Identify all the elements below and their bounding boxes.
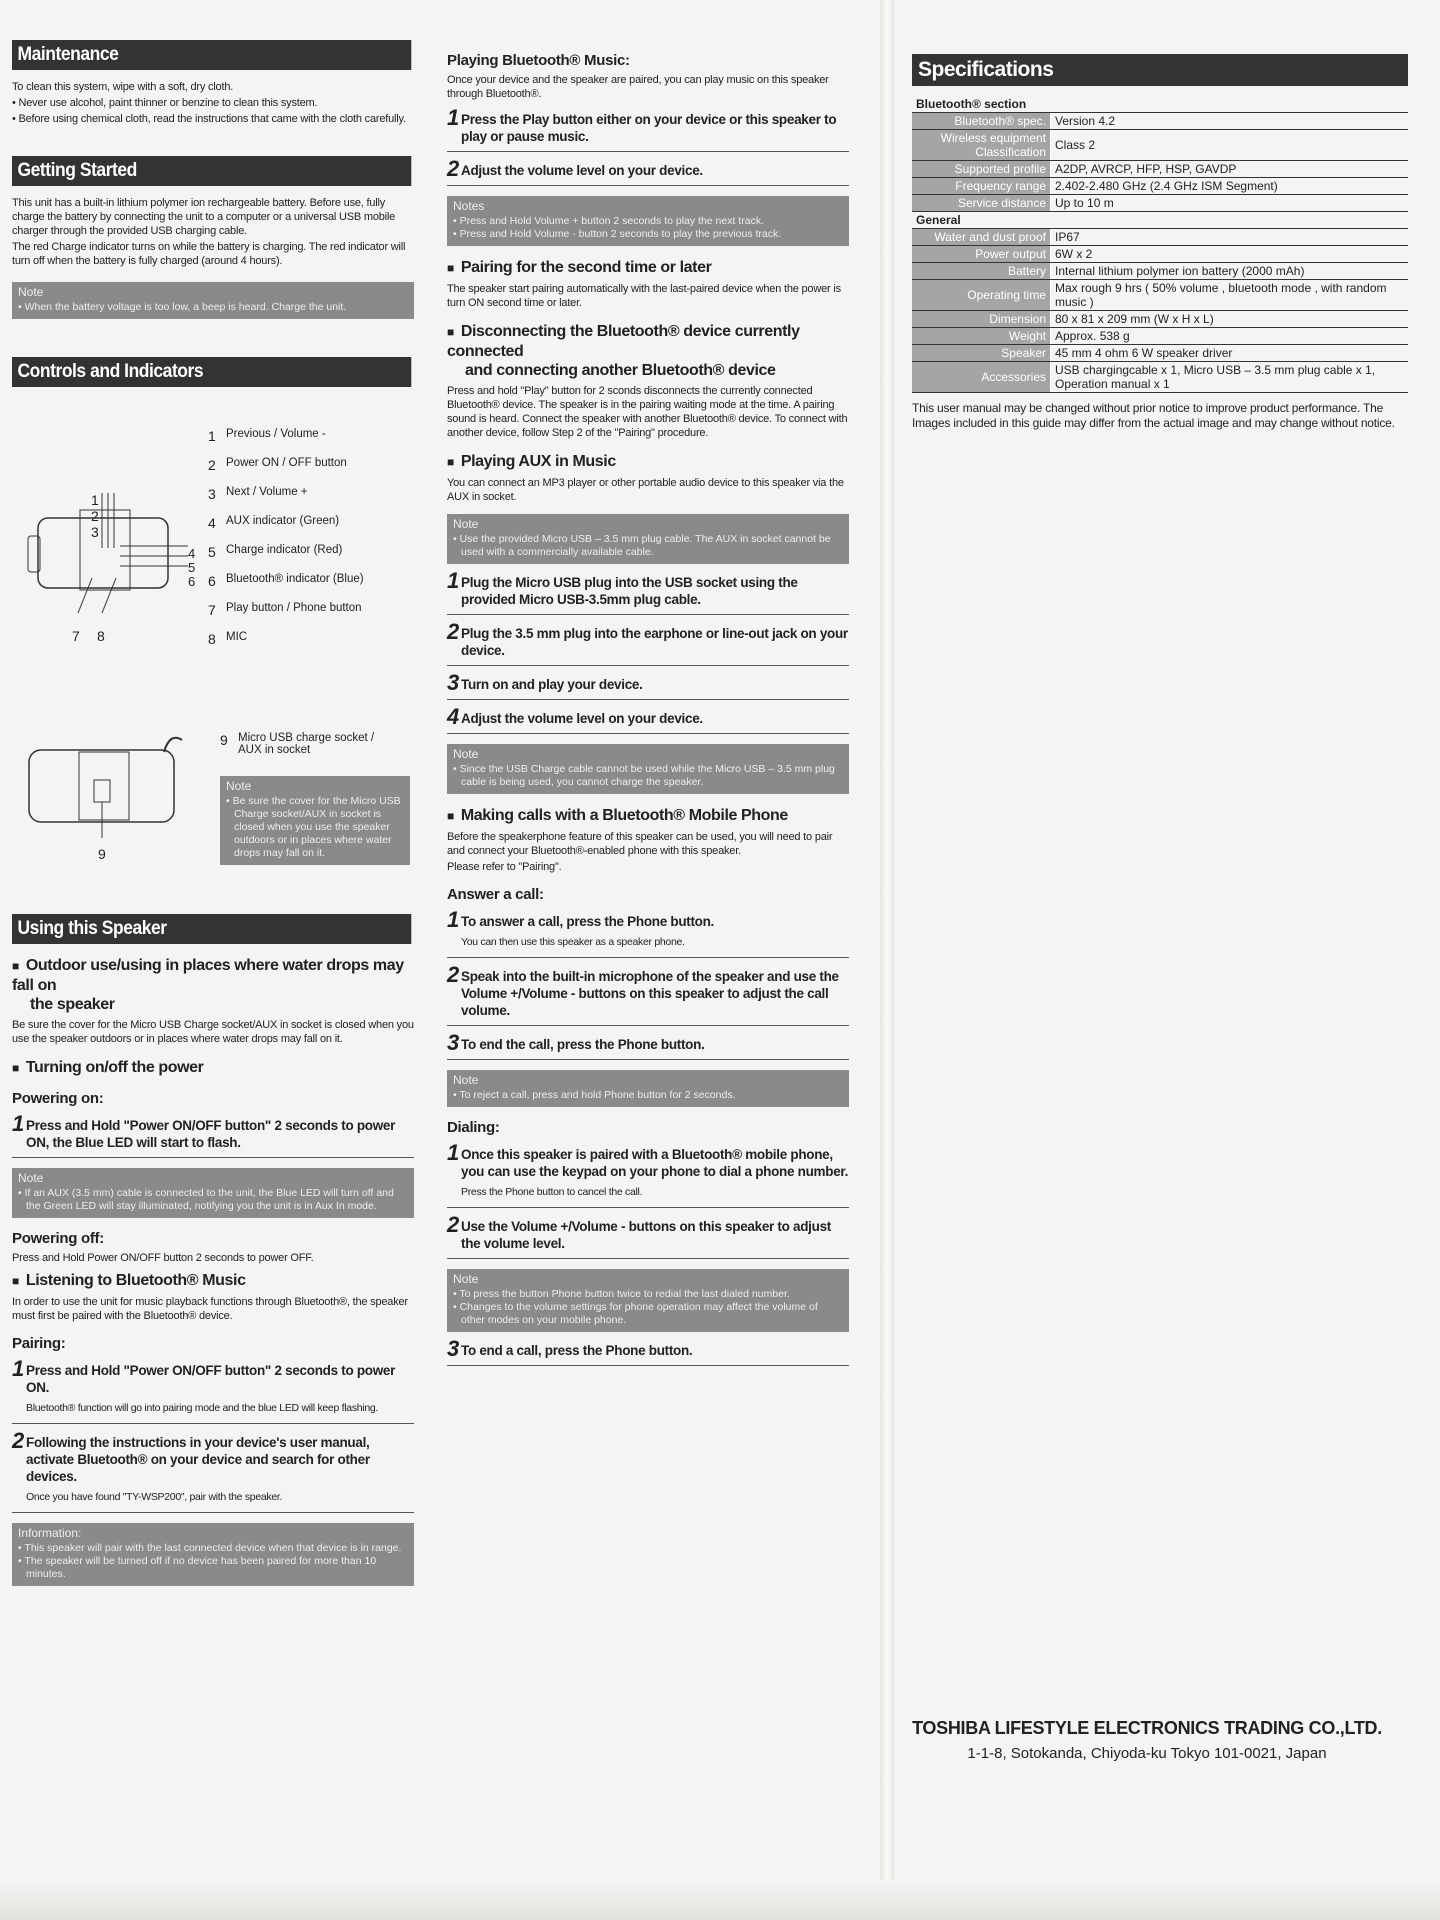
note-item: • If an AUX (3.5 mm) cable is connected to the unit, the Blue LED will turn off and the Green LED will stay illuminated, notifying you the unit is in Aux In mode. bbox=[18, 1187, 394, 1212]
step-note: You can then use this speaker as a speaker phone. bbox=[461, 936, 685, 948]
maintenance-text: To clean this system, wipe with a soft, dry cloth. bbox=[12, 81, 234, 93]
note-title: Information: bbox=[18, 1526, 82, 1540]
company-address: 1-1-8, Sotokanda, Chiyoda-ku Tokyo 101-0021, Japan bbox=[967, 1745, 1327, 1762]
spec-row bbox=[912, 311, 1408, 328]
control-label: MIC bbox=[226, 631, 248, 643]
using-header: Using this Speaker bbox=[12, 914, 411, 944]
control-label: Charge indicator (Red) bbox=[226, 544, 343, 556]
spec-key: Power output bbox=[912, 246, 1051, 263]
spec-value: USB chargingcable x 1, Micro USB – 3.5 mm plug cable x 1, Operation manual x 1 bbox=[1051, 362, 1409, 393]
column-right bbox=[912, 54, 1408, 433]
step-text: Press and Hold "Power ON/OFF button" 2 seconds to power ON. bbox=[26, 1363, 396, 1395]
step: 2 Adjust the volume level on your device. bbox=[447, 162, 849, 186]
information-box bbox=[12, 1523, 414, 1586]
powering-off-heading: Powering off: bbox=[12, 1230, 104, 1247]
control-number: 7 bbox=[208, 602, 216, 618]
control-label: Play button / Phone button bbox=[226, 602, 362, 614]
spec-value: IP67 bbox=[1051, 229, 1409, 246]
note-item: • Changes to the volume settings for phone operation may affect the volume of other modes on your mobile phone. bbox=[453, 1301, 818, 1326]
disconnect-heading bbox=[447, 322, 849, 380]
note-box bbox=[447, 1070, 849, 1107]
step: 1 Press and Hold "Power ON/OFF button" 2 seconds to power ON, the Blue LED will start to flash. bbox=[12, 1117, 414, 1158]
spec-key: Frequency range bbox=[912, 178, 1051, 195]
diagram-label: 4 bbox=[188, 546, 196, 561]
page-shadow bbox=[0, 1880, 1440, 1920]
note-title: Note bbox=[226, 779, 252, 793]
diagram-label: 7 bbox=[72, 628, 80, 644]
step-text: Plug the Micro USB plug into the USB socket using the provided Micro USB-3.5mm plug cable. bbox=[461, 575, 798, 607]
control-number: 4 bbox=[208, 515, 216, 531]
spec-value: 2.402-2.480 GHz (2.4 GHz ISM Segment) bbox=[1051, 178, 1409, 195]
control-number: 1 bbox=[208, 428, 216, 444]
second-pairing-heading: ■ Pairing for the second time or later bbox=[447, 258, 849, 278]
spec-row bbox=[912, 362, 1408, 393]
step-text: Once this speaker is paired with a Bluetooth® mobile phone, you can use the keypad on your phone to dial a phone number. bbox=[461, 1147, 849, 1179]
step: 3 To end a call, press the Phone button. bbox=[447, 1342, 849, 1366]
spec-value: 80 x 81 x 209 mm (W x H x L) bbox=[1051, 311, 1409, 328]
step-text: To answer a call, press the Phone button. bbox=[461, 914, 715, 929]
note-item: • To reject a call, press and hold Phone button for 2 seconds. bbox=[453, 1089, 736, 1101]
step: 1 To answer a call, press the Phone button. You can then use this speaker as a speaker phone. bbox=[447, 913, 849, 958]
step-text: Adjust the volume level on your device. bbox=[461, 163, 703, 178]
note-title: Note bbox=[453, 1272, 479, 1286]
calls-heading: ■ Making calls with a Bluetooth® Mobile Phone bbox=[447, 806, 849, 826]
heading-text: the speaker bbox=[30, 996, 115, 1013]
calls-text: Before the speakerphone feature of this speaker can be used, you will need to pair and connect your Bluetooth®-enabled phone with this speaker. bbox=[447, 831, 833, 857]
step-text: Plug the 3.5 mm plug into the earphone or line-out jack on your device. bbox=[461, 626, 848, 658]
column-middle bbox=[447, 52, 849, 1372]
controls-header: Controls and Indicators bbox=[12, 357, 411, 387]
step: 2 Plug the 3.5 mm plug into the earphone or line-out jack on your device. bbox=[447, 625, 849, 666]
playing-bt-heading: Playing Bluetooth® Music: bbox=[447, 52, 630, 69]
disconnect-text: Press and hold "Play" button for 2 sconds disconnects the currently connected Bluetooth® device. The speaker is in the pairing waiting mode at the time. A pairing sound is heard. Connect the speaker with another Bluetooth® device. To connect with another device, follow Step 2 of the "Pairing" procedure. bbox=[447, 385, 848, 439]
page-fold bbox=[880, 0, 894, 1920]
spec-row bbox=[912, 280, 1408, 311]
playing-bt-text: Once your device and the speaker are paired, you can play music on this speaker through Bluetooth®. bbox=[447, 74, 829, 100]
spec-key: Water and dust proof bbox=[912, 229, 1051, 246]
getting-started-header: Getting Started bbox=[12, 156, 411, 186]
step: 1 Once this speaker is paired with a Bluetooth® mobile phone, you can use the keypad on your phone to dial a phone number. Press the Phone button to cancel the call. bbox=[447, 1146, 849, 1208]
spec-row bbox=[912, 178, 1408, 195]
powering-on-heading: Powering on: bbox=[12, 1090, 104, 1107]
step: 2 Use the Volume +/Volume - buttons on this speaker to adjust the volume level. bbox=[447, 1218, 849, 1259]
controls-list bbox=[208, 428, 408, 660]
step-text: Adjust the volume level on your device. bbox=[461, 711, 703, 726]
step-text: Following the instructions in your device's user manual, activate Bluetooth® on your device and search for other devices. bbox=[26, 1435, 370, 1484]
note-item: • The speaker will be turned off if no device has been paired for more than 10 minutes. bbox=[18, 1555, 377, 1580]
heading-text: Disconnecting the Bluetooth® device currently connected bbox=[447, 323, 800, 360]
spec-row bbox=[912, 130, 1408, 161]
spec-row bbox=[912, 195, 1408, 212]
note-title: Note bbox=[453, 747, 479, 761]
spec-key: Wireless equipment Classification bbox=[912, 130, 1051, 161]
spec-value: Up to 10 m bbox=[1051, 195, 1409, 212]
spec-value: Max rough 9 hrs ( 50% volume , bluetooth mode , with random music ) bbox=[1051, 280, 1409, 311]
spec-row bbox=[912, 328, 1408, 345]
step: 2 Following the instructions in your device's user manual, activate Bluetooth® on your device and search for other devices. Once you have found "TY-WSP200", pair with the speaker. bbox=[12, 1434, 414, 1513]
step-text: To end a call, press the Phone button. bbox=[461, 1343, 693, 1358]
spec-key: Accessories bbox=[912, 362, 1051, 393]
diagram-label: 9 bbox=[98, 846, 106, 862]
company-block bbox=[912, 1718, 1382, 1762]
control-item bbox=[208, 631, 408, 660]
control-item bbox=[208, 515, 408, 544]
control-label: Power ON / OFF button bbox=[226, 457, 347, 469]
spec-key: Service distance bbox=[912, 195, 1051, 212]
spec-key: Battery bbox=[912, 263, 1051, 280]
powering-off-text: Press and Hold Power ON/OFF button 2 seconds to power OFF. bbox=[12, 1252, 314, 1264]
spec-key: Bluetooth® spec. bbox=[912, 113, 1051, 130]
note-title: Note bbox=[453, 1073, 479, 1087]
maintenance-header: Maintenance bbox=[12, 40, 411, 70]
control-label: Bluetooth® indicator (Blue) bbox=[226, 573, 364, 585]
spec-value: Version 4.2 bbox=[1051, 113, 1409, 130]
control-item bbox=[208, 573, 408, 602]
outdoor-text: Be sure the cover for the Micro USB Charge socket/AUX in socket is closed when you use the speaker outdoors or in places where water drops may fall on it. bbox=[12, 1019, 414, 1045]
control-number: 3 bbox=[208, 486, 216, 502]
step-note: Press the Phone button to cancel the call. bbox=[461, 1186, 643, 1198]
aux-text: You can connect an MP3 player or other portable audio device to this speaker via the AUX in socket. bbox=[447, 477, 844, 503]
note-title: Notes bbox=[453, 199, 485, 213]
control-label: Micro USB charge socket / AUX in socket bbox=[238, 732, 375, 756]
spec-key: Supported profile bbox=[912, 161, 1051, 178]
spec-value: A2DP, AVRCP, HFP, HSP, GAVDP bbox=[1051, 161, 1409, 178]
diagram-label: 5 bbox=[188, 560, 196, 575]
note-item: • When the battery voltage is too low, a beep is heard. Charge the unit. bbox=[18, 301, 347, 313]
control-item bbox=[220, 732, 410, 756]
control-number: 2 bbox=[208, 457, 216, 473]
speaker-side-diagram bbox=[24, 730, 194, 840]
note-item: • This speaker will pair with the last connected device when that device is in range. bbox=[18, 1542, 402, 1554]
diagram-label: 1 2 3 bbox=[91, 492, 99, 540]
listening-heading: ■ Listening to Bluetooth® Music bbox=[12, 1271, 414, 1291]
step: 2 Speak into the built-in microphone of the speaker and use the Volume +/Volume - buttons on this speaker to adjust the call volume. bbox=[447, 968, 849, 1026]
heading-text: and connecting another Bluetooth® device bbox=[465, 362, 776, 379]
spec-key: Operating time bbox=[912, 280, 1051, 311]
column-left bbox=[12, 40, 414, 397]
note-title: Note bbox=[18, 285, 44, 299]
calls-text: Please refer to "Pairing". bbox=[447, 861, 562, 873]
note-item: • Press and Hold Volume - button 2 seconds to play the previous track. bbox=[453, 228, 782, 240]
spec-value: Approx. 538 g bbox=[1051, 328, 1409, 345]
control-item bbox=[208, 602, 408, 631]
step-text: To end the call, press the Phone button. bbox=[461, 1037, 705, 1052]
step: 1 Press and Hold "Power ON/OFF button" 2 seconds to power ON. Bluetooth® function will go into pairing mode and the blue LED will keep flashing. bbox=[12, 1362, 414, 1424]
note-item: • Be sure the cover for the Micro USB Charge socket/AUX in socket is closed when you use the speaker outdoors or in places where water drops may fall on it. bbox=[226, 795, 401, 859]
spec-row bbox=[912, 161, 1408, 178]
power-heading: ■ Turning on/off the power bbox=[12, 1058, 414, 1078]
maintenance-bullet: • Never use alcohol, paint thinner or benzine to clean this system. bbox=[12, 97, 318, 109]
spec-row bbox=[912, 113, 1408, 130]
note-box bbox=[12, 1168, 414, 1218]
specifications-header: Specifications bbox=[912, 54, 1408, 86]
spec-section-title: Bluetooth® section bbox=[912, 96, 1408, 113]
step-text: Speak into the built-in microphone of the speaker and use the Volume +/Volume - buttons on this speaker to adjust the call volume. bbox=[461, 969, 839, 1018]
spec-row bbox=[912, 246, 1408, 263]
maintenance-bullet: • Before using chemical cloth, read the instructions that came with the cloth carefully. bbox=[12, 113, 406, 125]
outdoor-heading bbox=[12, 956, 414, 1014]
spec-section-row bbox=[912, 96, 1408, 113]
step: 4 Adjust the volume level on your device. bbox=[447, 710, 849, 734]
control-item bbox=[208, 544, 408, 573]
getting-started-text: This unit has a built-in lithium polymer ion rechargeable battery. Before use, fully charge the battery by connecting the unit to a computer or a universal USB mobile charger through the provided USB charging cable. bbox=[12, 197, 396, 237]
spec-key: Dimension bbox=[912, 311, 1051, 328]
using-section bbox=[12, 914, 414, 1596]
note-item: • To press the button Phone button twice to redial the last dialed number. bbox=[453, 1288, 790, 1300]
step-text: Use the Volume +/Volume - buttons on this speaker to adjust the volume level. bbox=[461, 1219, 831, 1251]
control-label: AUX indicator (Green) bbox=[226, 515, 340, 527]
diagram-label: 8 bbox=[97, 628, 105, 644]
company-name: TOSHIBA LIFESTYLE ELECTRONICS TRADING CO.,LTD. bbox=[912, 1718, 1382, 1738]
step: 3 Turn on and play your device. bbox=[447, 676, 849, 700]
control-item bbox=[208, 486, 408, 515]
note-box bbox=[220, 776, 410, 865]
spec-row bbox=[912, 229, 1408, 246]
diagram-label: 6 bbox=[188, 574, 196, 589]
spec-key: Speaker bbox=[912, 345, 1051, 362]
note-title: Note bbox=[18, 1171, 44, 1185]
note-box bbox=[12, 282, 414, 319]
listening-text: In order to use the unit for music playback functions through Bluetooth®, the speaker must first be paired with the Bluetooth® device. bbox=[12, 1296, 408, 1322]
control-item bbox=[208, 428, 408, 457]
spec-row bbox=[912, 345, 1408, 362]
note-item: • Use the provided Micro USB – 3.5 mm plug cable. The AUX in socket cannot be used with a commercially available cable. bbox=[453, 533, 831, 558]
step: 3 To end the call, press the Phone button. bbox=[447, 1036, 849, 1060]
notes-box bbox=[447, 196, 849, 246]
second-pairing-text: The speaker start pairing automatically with the last-paired device when the power is turn ON second time or later. bbox=[447, 283, 841, 309]
control-label: Previous / Volume - bbox=[226, 428, 326, 440]
note-box bbox=[447, 744, 849, 794]
speaker-top-diagram bbox=[20, 488, 200, 628]
spec-value: Class 2 bbox=[1051, 130, 1409, 161]
disclaimer-text: This user manual may be changed without prior notice to improve product performance. The Images included in this guide may differ from the actual image and may change without notice. bbox=[912, 401, 1395, 430]
control-number: 6 bbox=[208, 573, 216, 589]
spec-value: 45 mm 4 ohm 6 W speaker driver bbox=[1051, 345, 1409, 362]
spec-value: Internal lithium polymer ion battery (2000 mAh) bbox=[1051, 263, 1409, 280]
control-number: 5 bbox=[208, 544, 216, 560]
step-text: Press the Play button either on your device or this speaker to play or pause music. bbox=[461, 112, 837, 144]
specifications-table bbox=[912, 96, 1408, 393]
step: 1 Press the Play button either on your device or this speaker to play or pause music. bbox=[447, 111, 849, 152]
spec-value: 6W x 2 bbox=[1051, 246, 1409, 263]
heading-text: Outdoor use/using in places where water drops may fall on bbox=[12, 957, 404, 994]
note-title: Note bbox=[453, 517, 479, 531]
spec-key: Weight bbox=[912, 328, 1051, 345]
control-number: 8 bbox=[208, 631, 216, 647]
aux-heading: ■ Playing AUX in Music bbox=[447, 452, 849, 472]
control-label: Next / Volume + bbox=[226, 486, 308, 498]
step-text: Turn on and play your device. bbox=[461, 677, 643, 692]
pairing-heading: Pairing: bbox=[12, 1335, 66, 1352]
getting-started-text: The red Charge indicator turns on while the battery is charging. The red indicator will turn off when the battery is fully charged (around 4 hours). bbox=[12, 241, 406, 267]
spec-section-title: General bbox=[912, 212, 1408, 229]
dialing-heading: Dialing: bbox=[447, 1119, 500, 1136]
control-item bbox=[208, 457, 408, 486]
note-item: • Press and Hold Volume + button 2 seconds to play the next track. bbox=[453, 215, 764, 227]
spec-row bbox=[912, 263, 1408, 280]
step: 1 Plug the Micro USB plug into the USB socket using the provided Micro USB-3.5mm plug cable. bbox=[447, 574, 849, 615]
note-box bbox=[447, 514, 849, 564]
spec-section-row bbox=[912, 212, 1408, 229]
step-note: Bluetooth® function will go into pairing mode and the blue LED will keep flashing. bbox=[26, 1402, 379, 1414]
note-box bbox=[447, 1269, 849, 1332]
step-text: Press and Hold "Power ON/OFF button" 2 seconds to power ON, the Blue LED will start to flash. bbox=[26, 1118, 396, 1150]
control-number: 9 bbox=[220, 732, 228, 748]
note-item: • Since the USB Charge cable cannot be used while the Micro USB – 3.5 mm plug cable is being used, you cannot charge the speaker. bbox=[453, 763, 835, 788]
answer-heading: Answer a call: bbox=[447, 886, 544, 903]
step-note: Once you have found "TY-WSP200", pair with the speaker. bbox=[26, 1491, 283, 1503]
